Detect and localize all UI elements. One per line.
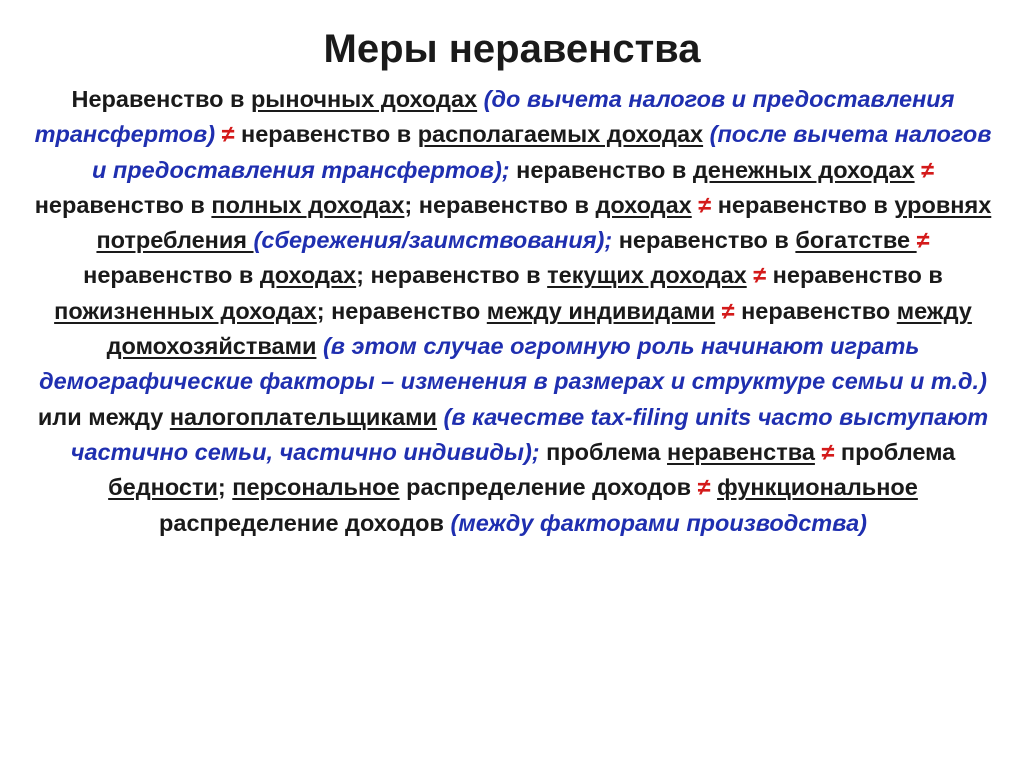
underlined-term: рыночных доходах [250, 86, 478, 112]
not-equal-sign: ≠ [921, 156, 935, 183]
not-equal-sign: ≠ [753, 262, 767, 289]
text-run: неравенство в [766, 262, 943, 289]
underlined-term: уровнях потребления [96, 191, 992, 254]
underlined-term: текущих доходах [547, 262, 747, 289]
not-equal-sign: ≠ [697, 474, 711, 501]
underlined-term: доходах [259, 262, 357, 289]
not-equal-sign: ≠ [821, 438, 835, 465]
text-run: проблема [539, 438, 668, 465]
underlined-term: функциональное [717, 474, 918, 501]
text-run: распределение доходов [399, 474, 698, 501]
text-run: неравенство [734, 297, 897, 324]
text-run: ; неравенство в [356, 262, 548, 289]
slide-body-text [30, 82, 996, 541]
underlined-term: пожизненных доходах [54, 297, 317, 324]
underlined-term: между домохозяйствами [106, 297, 972, 360]
underlined-term: полных доходах [211, 191, 405, 218]
not-equal-sign: ≠ [721, 297, 735, 324]
underlined-term: денежных доходах [692, 156, 915, 183]
text-run: неравенство в [34, 191, 212, 218]
text-run: распределение доходов [159, 509, 451, 536]
blue-note: (до вычета налогов и предоставления трансфертов) [34, 86, 955, 148]
text-run: неравенство в [612, 227, 796, 254]
text-run: Неравенство в [71, 86, 251, 112]
text-run: или между [37, 403, 170, 430]
not-equal-sign: ≠ [698, 191, 712, 218]
text-run: неравенство в [711, 191, 895, 218]
underlined-term: доходах [595, 191, 692, 218]
text-run: проблема [834, 438, 956, 465]
blue-note: (в качестве tax-filing units часто выступают частично семьи, частично индивиды); [70, 403, 989, 465]
slide-title: Меры неравенства [323, 27, 701, 71]
blue-note: (между факторами производства) [450, 509, 867, 536]
underlined-term: располагаемых доходах [417, 121, 704, 148]
underlined-term: между индивидами [486, 297, 716, 324]
blue-note: (после вычета налогов и предоставления трансфертов); [91, 121, 992, 183]
text-run: неравенство в [234, 121, 418, 148]
blue-note: (в этом случае огромную роль начинают играть демографические факторы – изменения в размерах и структуре семьи и т.д.) [39, 333, 987, 395]
text-run: ; неравенство [316, 297, 487, 324]
text-run: ; [217, 474, 233, 501]
blue-note: (сбережения/заимствования); [253, 227, 613, 254]
underlined-term: бедности [108, 474, 218, 501]
underlined-term: персональное [232, 474, 400, 501]
underlined-term: налогоплательщиками [169, 403, 437, 430]
text-run: неравенство в [509, 156, 693, 183]
underlined-term: неравенства [667, 438, 815, 465]
underlined-term: богатстве [795, 227, 917, 254]
not-equal-sign: ≠ [221, 121, 235, 148]
not-equal-sign: ≠ [916, 227, 930, 254]
text-run: неравенство в [83, 262, 260, 289]
text-run: ; неравенство в [404, 191, 596, 218]
